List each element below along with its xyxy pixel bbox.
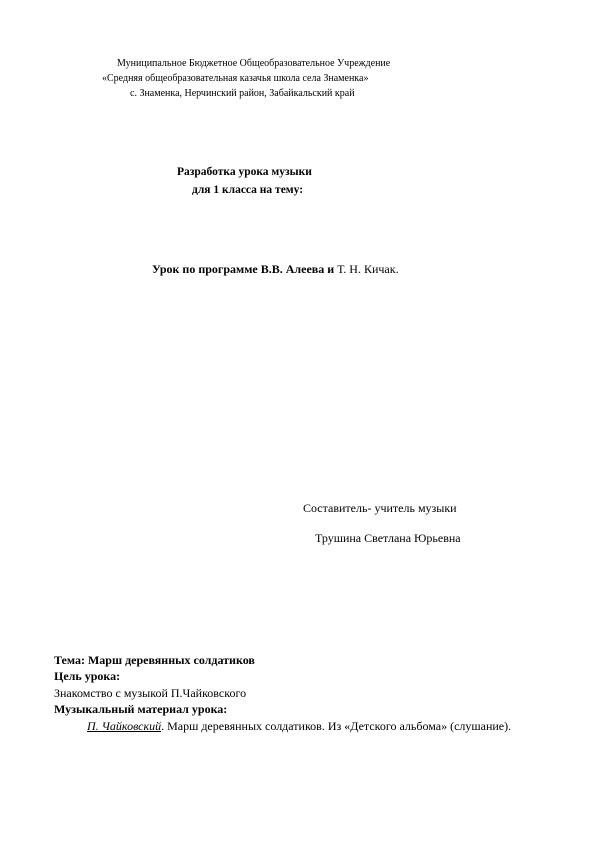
lesson-material-text: [87, 718, 553, 734]
document-title-line-2: для 1 класса на тему:: [192, 184, 304, 196]
program-authors-bold: Урок по программе В.В. Алеева и: [152, 262, 338, 276]
document-title-line-1: Разработка урока музыки: [177, 166, 312, 178]
author-role: Составитель- учитель музыки: [303, 501, 457, 515]
program-coauthor: Т. Н. Кичак.: [337, 262, 399, 276]
lesson-material-label: Музыкальный материал урока:: [54, 702, 228, 716]
material-description: . Марш деревянных солдатиков. Из «Детского альбома» (слушание).: [161, 719, 512, 733]
material-composer: П. Чайковский: [87, 719, 162, 733]
header-line-3: с. Знаменка, Нерчинский район, Забайкальский край: [130, 88, 355, 99]
program-line: [152, 262, 399, 276]
lesson-goal-text: Знакомство с музыкой П.Чайковского: [54, 686, 247, 700]
lesson-goal-label: Цель урока:: [54, 669, 121, 683]
header-line-2: «Средняя общеобразовательная казачья школа села Знаменка»: [102, 73, 369, 84]
author-name: Трушина Светлана Юрьевна: [315, 531, 461, 545]
header-line-1: Муниципальное Бюджетное Общеобразовательное Учреждение: [117, 58, 391, 69]
lesson-topic: Тема: Марш деревянных солдатиков: [54, 653, 255, 667]
